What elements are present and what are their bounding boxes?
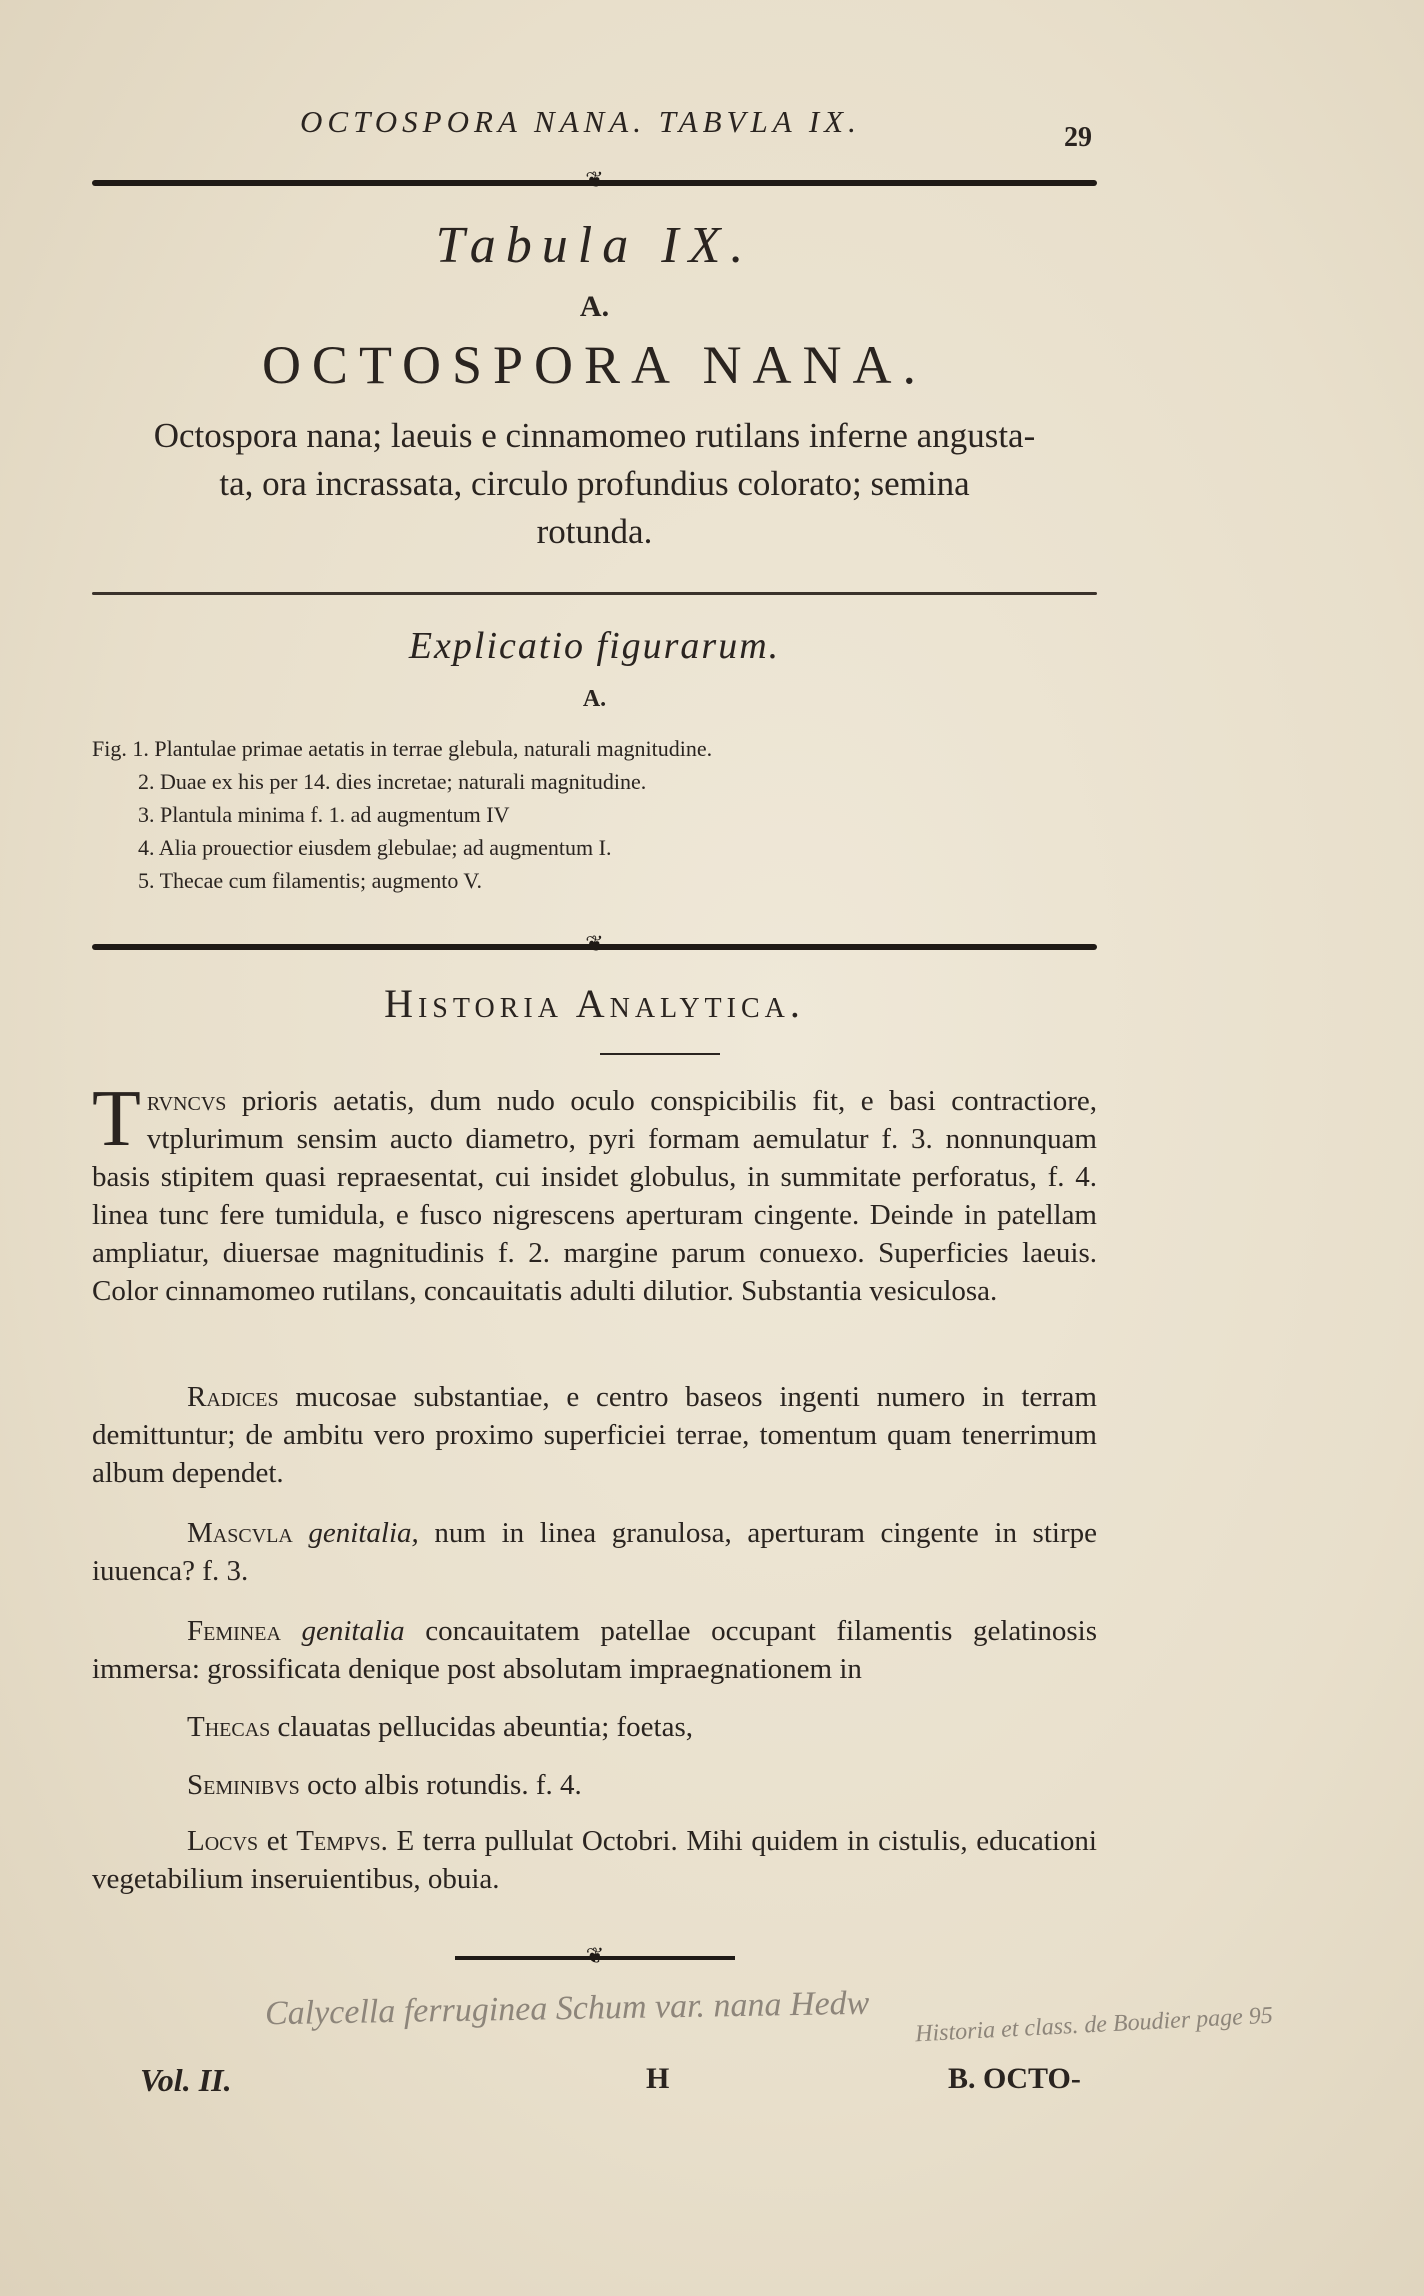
explicatio-letter: A. (582, 686, 607, 712)
paragraph-text: mucosae substantiae, e centro baseos ingenti numero in terram demittuntur; de ambitu vero proximo superficiei terrae, tomentum quam tenerrimum album dependet. (92, 1381, 1097, 1489)
diagnosis-line: ta, ora incrassata, circulo profundius colorato; semina (219, 464, 970, 503)
divider-rule (92, 592, 1097, 595)
species-title: OCTOSPORA NANA. (261, 335, 928, 395)
italic-term: genitalia (280, 1615, 405, 1647)
ornamental-rule-middle (92, 931, 1097, 956)
lead-word: Mascvla (187, 1517, 293, 1549)
lead-word: Radices (187, 1381, 279, 1413)
paragraph-text: octo albis rotundis. f. 4. (299, 1769, 582, 1801)
figure-item: 3. Plantula minima f. 1. ad augmentum IV (138, 802, 510, 827)
mascula-paragraph (92, 1514, 1097, 1590)
paragraph-text: num in linea granulosa, aperturam cingente in stirpe iuuenca? f. 3. (92, 1517, 1097, 1587)
lead-word: Feminea (187, 1615, 281, 1647)
paragraph-text: prioris aetatis, dum nudo oculo conspicibilis fit, e basi contractiore, vtplurimum sensim aucto diametro, pyri formam aemulatur f. 3. nonnunquam basis stipitem quasi repraesentat, cui insidet globulus, in summitate perforatus, f. 4. linea tunc fere tumidula, e fusco nigrescens aperturam cingente. Deinde in patellam ampliatur, diuersae magnitudinis f. 2. margine parum conuexo. Superficies laeuis. Color cinnamomeo rutilans, concauitatis adulti dilutior. Substantia vesiculosa. (92, 1085, 1097, 1307)
paragraph-text: concauitatem patellae occupant filamentis gelatinosis immersa: grossificata denique post absolutam impraegnationem in (92, 1615, 1097, 1685)
tabula-heading: Tabula IX. (435, 217, 754, 274)
drop-cap: T (92, 1075, 141, 1163)
figure-list (92, 732, 712, 897)
radices-paragraph (92, 1378, 1097, 1492)
figure-item: 4. Alia prouectior eiusdem glebulae; ad augmentum I. (138, 835, 612, 860)
truncus-paragraph (92, 1075, 1097, 1310)
ornamental-rule-end (455, 1943, 735, 1968)
lead-word: Seminibvs (187, 1769, 300, 1801)
catchword: B. OCTO- (948, 2062, 1081, 2095)
handwritten-annotation: Calycella ferruginea Schum var. nana Hedw (264, 1984, 870, 2033)
diagnosis (92, 412, 1097, 556)
paragraph-text: E terra pullulat Octobri. Mihi quidem in cistulis, educationi vegetabilium inseruientibus, obuia. (92, 1825, 1097, 1895)
diagnosis-line: Octospora nana; laeuis e cinnamomeo rutilans inferne angusta- (153, 416, 1036, 455)
figure-item: 5. Thecae cum filamentis; augmento V. (138, 868, 482, 893)
italic-term: genitalia, (292, 1517, 419, 1549)
signature-mark: H (646, 2062, 670, 2095)
handwritten-annotation-2: Historia et class. de Boudier page 95 (914, 2002, 1274, 2048)
locus-paragraph (92, 1822, 1097, 1898)
diagnosis-line: rotunda. (536, 512, 653, 551)
fleuron-icon: ❦ (585, 931, 604, 956)
figure-item: 2. Duae ex his per 14. dies incretae; naturali magnitudine. (138, 769, 647, 794)
figure-item: Fig. 1. Plantulae primae aetatis in terrae glebula, naturali magnitudine. (92, 736, 713, 761)
page-number: 29 (1064, 122, 1092, 153)
section-letter: A. (579, 290, 610, 323)
seminibus-paragraph (92, 1766, 1097, 1804)
historia-heading: Historia Analytica. (384, 981, 805, 1026)
lead-word: Thecas (187, 1711, 271, 1743)
short-divider (600, 1053, 720, 1055)
explicatio-heading: Explicatio figurarum. (408, 625, 781, 667)
fleuron-icon: ❦ (585, 167, 604, 192)
fleuron-icon: ❦ (585, 1943, 605, 1968)
lead-word: rvncvs (146, 1085, 227, 1117)
thecas-paragraph (92, 1708, 1097, 1746)
paragraph-text: clauatas pellucidas abeuntia; foetas, (270, 1711, 694, 1743)
feminea-paragraph (92, 1612, 1097, 1688)
ornamental-rule-top (92, 167, 1097, 192)
paragraph-text: et (258, 1825, 297, 1857)
running-title: OCTOSPORA NANA. TABVLA IX. (300, 104, 861, 139)
lead-word: Tempvs. (296, 1825, 388, 1857)
volume-label: Vol. II. (140, 2062, 232, 2098)
lead-word: Locvs (187, 1825, 259, 1857)
